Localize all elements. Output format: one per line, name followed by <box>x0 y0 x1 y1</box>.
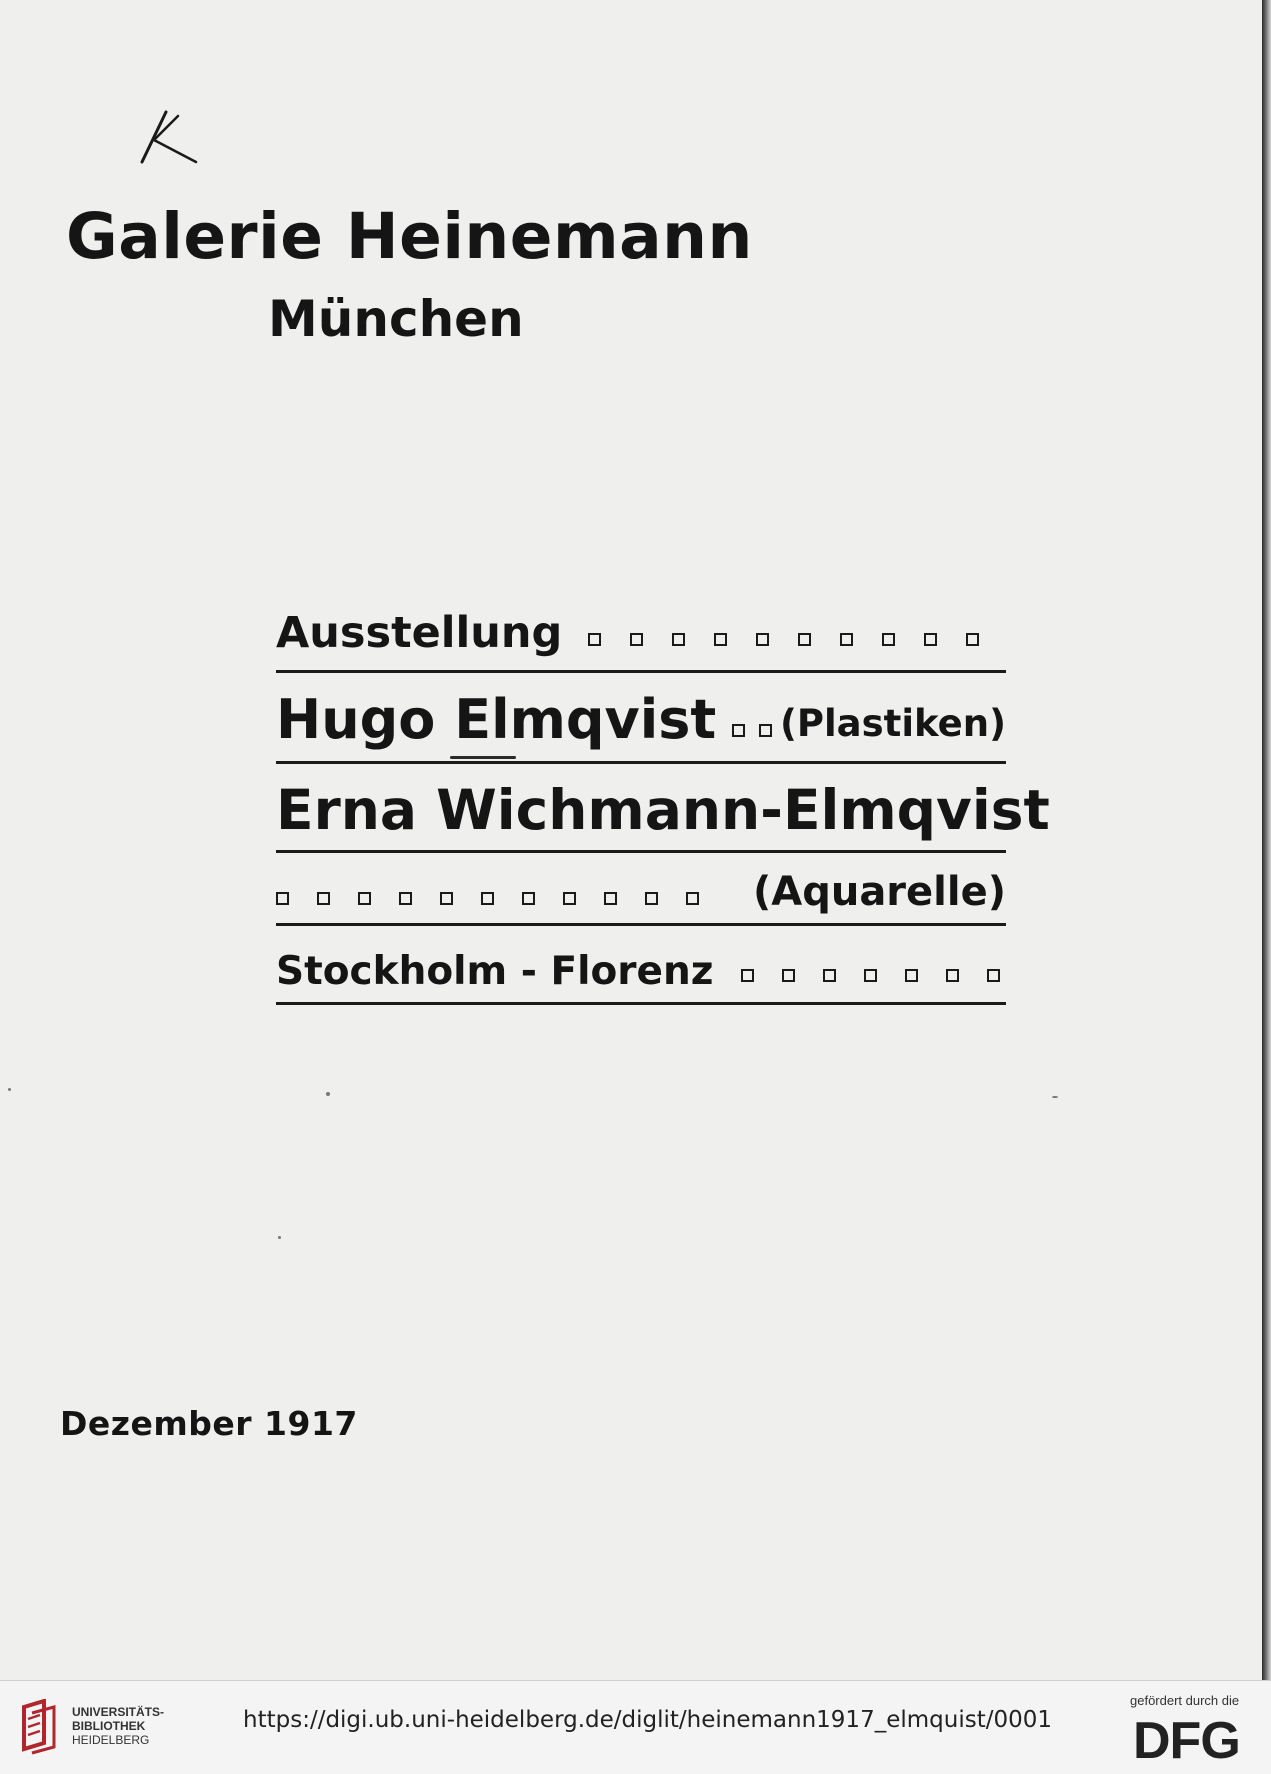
publication-date: Dezember 1917 <box>60 1404 358 1443</box>
artist2-medium: (Aquarelle) <box>752 869 1006 915</box>
square-ornament-icon <box>630 633 643 646</box>
square-ornament-icon <box>645 892 658 905</box>
square-ornament-row <box>732 724 772 737</box>
cities-row <box>276 938 1006 1005</box>
square-ornament-icon <box>798 633 811 646</box>
gallery-city: München <box>268 290 524 348</box>
handwritten-underline: El <box>454 688 510 751</box>
square-ornament-icon <box>966 633 979 646</box>
square-ornament-icon <box>686 892 699 905</box>
page-edge-shadow <box>1262 0 1271 1680</box>
gallery-title: Galerie Heinemann <box>66 200 753 273</box>
artist1-row <box>276 685 1006 764</box>
square-ornament-icon <box>741 969 754 982</box>
square-ornament-icon <box>732 724 745 737</box>
square-ornament-icon <box>924 633 937 646</box>
square-ornament-icon <box>840 633 853 646</box>
exhibition-heading-row <box>276 600 1006 673</box>
square-ornament-row <box>588 633 979 646</box>
square-ornament-icon <box>481 892 494 905</box>
square-ornament-icon <box>522 892 535 905</box>
cities: Stockholm - Florenz <box>276 949 714 994</box>
library-name: UNIVERSITÄTS- BIBLIOTHEK HEIDELBERG <box>72 1705 165 1747</box>
ub-heidelberg-logo-icon <box>14 1699 62 1755</box>
square-ornament-icon <box>782 969 795 982</box>
handwritten-mark <box>138 110 198 170</box>
viewer-footer <box>0 1680 1271 1774</box>
square-ornament-row <box>741 969 1000 982</box>
square-ornament-icon <box>864 969 877 982</box>
square-ornament-icon <box>905 969 918 982</box>
paper-speck <box>278 1236 281 1239</box>
artist2-name: Erna Wichmann-Elmqvist <box>276 778 1050 842</box>
funding-label: gefördert durch die <box>1130 1693 1240 1708</box>
artist1-medium: (Plastiken) <box>779 702 1006 745</box>
exhibition-label: Ausstellung <box>276 608 563 658</box>
dfg-logo: DFG <box>1133 1712 1240 1770</box>
source-url-link[interactable]: https://digi.ub.uni-heidelberg.de/diglit/heinemann1917_elmquist/0001 <box>243 1707 1052 1733</box>
paper-speck <box>8 1088 11 1091</box>
square-ornament-icon <box>563 892 576 905</box>
square-ornament-icon <box>756 633 769 646</box>
square-ornament-icon <box>399 892 412 905</box>
square-ornament-icon <box>987 969 1000 982</box>
artist1-name: Hugo Elmqvist <box>276 688 717 751</box>
exhibition-block <box>276 600 1050 1005</box>
square-ornament-row <box>276 892 699 905</box>
square-ornament-icon <box>604 892 617 905</box>
artist2-row <box>276 774 1050 853</box>
square-ornament-icon <box>672 633 685 646</box>
artist2-medium-row <box>276 861 1006 926</box>
paper-speck <box>1052 1096 1058 1098</box>
square-ornament-icon <box>946 969 959 982</box>
square-ornament-icon <box>882 633 895 646</box>
paper-speck <box>326 1092 330 1096</box>
square-ornament-icon <box>317 892 330 905</box>
square-ornament-icon <box>276 892 289 905</box>
square-ornament-icon <box>358 892 371 905</box>
square-ornament-icon <box>823 969 836 982</box>
square-ornament-icon <box>714 633 727 646</box>
square-ornament-icon <box>759 724 772 737</box>
square-ornament-icon <box>588 633 601 646</box>
square-ornament-icon <box>440 892 453 905</box>
